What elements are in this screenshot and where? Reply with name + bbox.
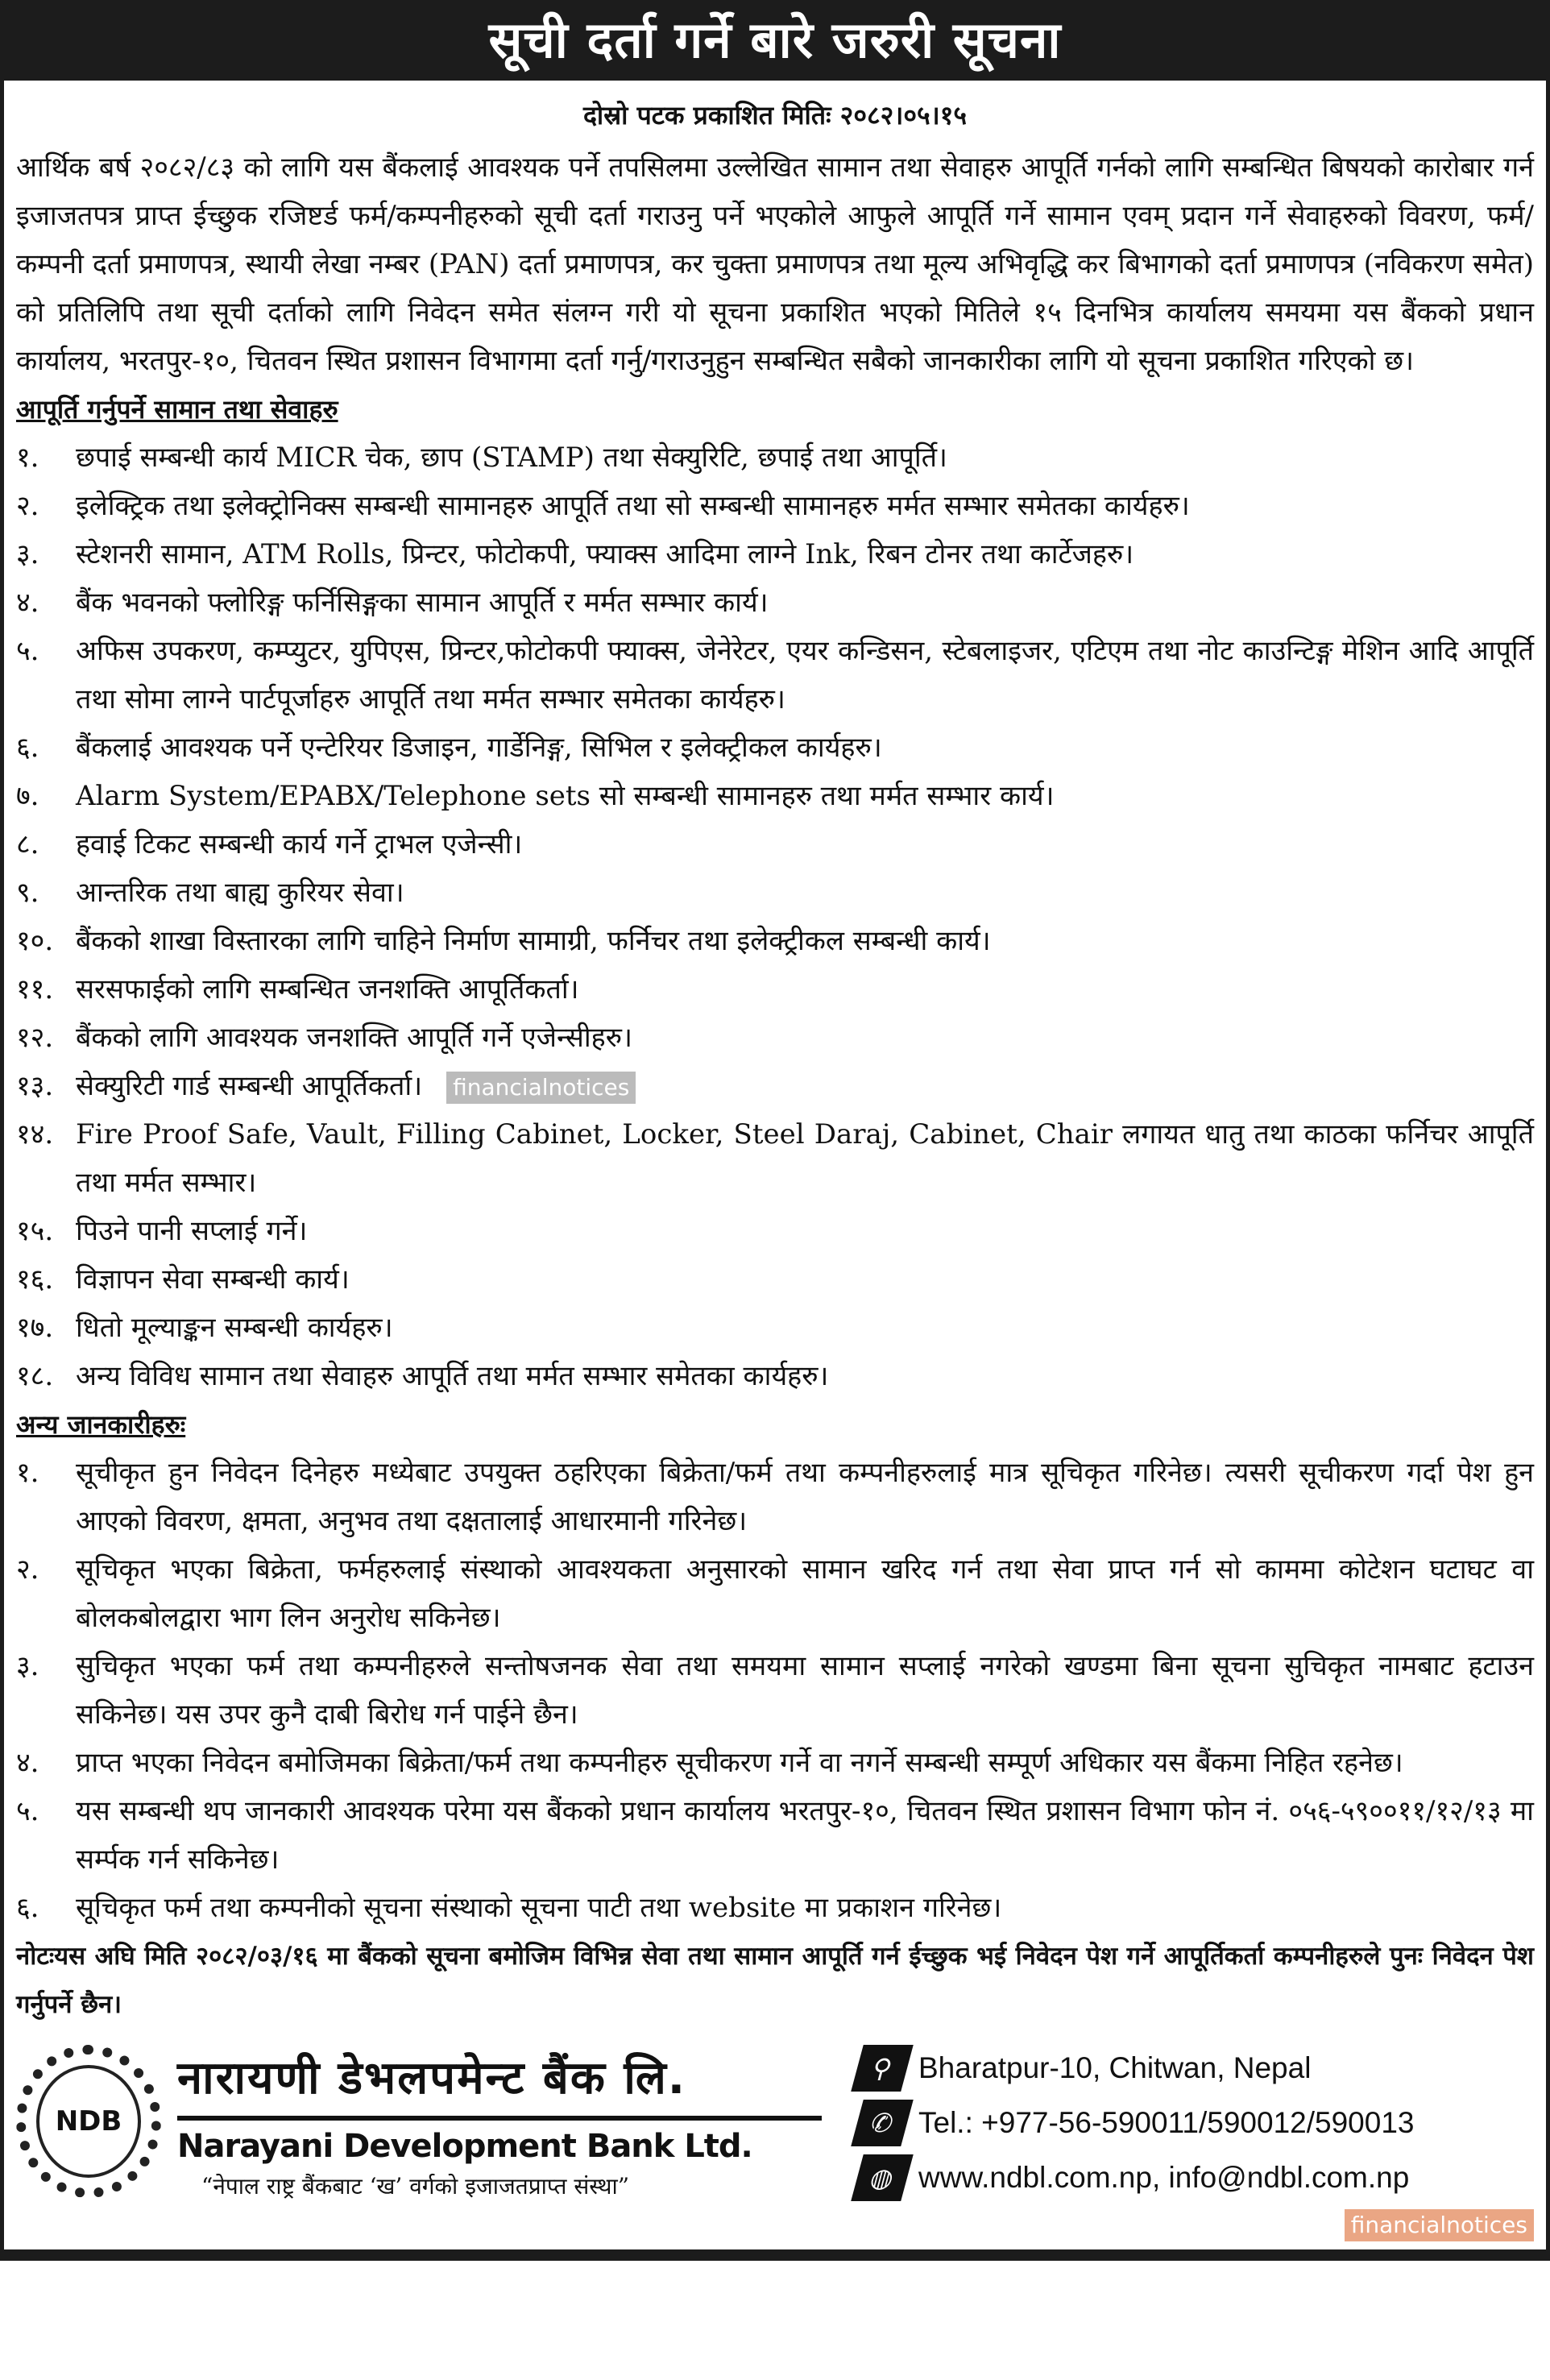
item-number: १४. [16,1118,54,1151]
list-item [16,627,1534,724]
web-text[interactable]: www.ndbl.com.np, info@ndbl.com.np [918,2161,1410,2194]
item-text-content: आन्तरिक तथा बाह्य कुरियर सेवा। [76,877,404,909]
list-item [16,1642,1534,1739]
item-text [76,1449,1534,1545]
item-text [76,578,1534,627]
item-number: १०. [16,925,54,957]
item-text [76,1062,1534,1110]
location-pin-icon: ⚲ [851,2045,914,2092]
item-text-content: इलेक्ट्रिक तथा इलेक्ट्रोनिक्स सम्बन्धी सामानहरु आपूर्ति तथा सो सम्बन्धी सामानहरु मर्मत सम्भार समेतका कार्यहरु। [76,490,1190,522]
list-item [16,1255,1534,1304]
item-number: ३. [16,1650,39,1682]
notice-frame [0,81,1550,2261]
item-number: ११. [16,973,54,1005]
item-text-content: बैंकको शाखा विस्तारका लागि चाहिने निर्माण सामाग्री, फर्निचर तथा इलेक्ट्रीकल सम्बन्धी कार्य। [76,925,991,957]
item-text-content: अफिस उपकरण, कम्प्युटर, युपिएस, प्रिन्टर,फोटोकपी फ्याक्स, जेनेरेटर, एयर कन्डिसन, स्टेबलाइजर, एटिएम तथा नोट काउन्टिङ्ग मेशिन आदि आपूर्ति तथा सोमा लाग्ने पार्टपूर्जाहरु आपूर्ति तथा मर्मत सम्भार समेतका कार्यहरु। [76,635,1534,715]
address [857,2045,1534,2092]
item-number: २. [16,490,39,522]
item-number: १३. [16,1070,54,1102]
list-item [16,1545,1534,1642]
logo-emblem: NDB [36,2065,141,2178]
list-item [16,1449,1534,1545]
address-text: Bharatpur-10, Chitwan, Nepal [918,2051,1312,2084]
item-text-content: हवाई टिकट सम्बन्धी कार्य गर्ने ट्राभल एजेन्सी। [76,828,523,860]
item-text-content: स्टेशनरी सामान, ATM Rolls, प्रिन्टर, फोटोकपी, फ्याक्स आदिमा लाग्ने Ink, रिबन टोनर तथा कार्टेजहरु। [76,538,1134,570]
section-other-heading: अन्य जानकारीहरुः [16,1409,186,1440]
phone-text: Tel.: +977-56-590011/590012/590013 [918,2106,1415,2139]
list-item [16,724,1534,772]
item-number: ६. [16,1892,39,1924]
bank-name-english: Narayani Development Bank Ltd. [177,2128,752,2165]
item-number: ५. [16,1795,39,1827]
item-number: ३. [16,538,39,570]
list-item [16,433,1534,482]
item-text-content: Alarm System/EPABX/Telephone sets सो सम्बन्धी सामानहरु तथा मर्मत सम्भार कार्य। [76,780,1055,812]
list-item [16,1352,1534,1400]
watermark: financialnotices [446,1072,636,1104]
item-text-content: यस सम्बन्धी थप जानकारी आवश्यक परेमा यस बैंकको प्रधान कार्यालय भरतपुर-१०, चितवन स्थित प्रशासन विभाग फोन नं. ०५६-५९००११/१२/१३ मा सर्म्पक गर्न सकिनेछ। [76,1795,1534,1876]
item-text [76,1304,1534,1352]
item-text-content: बैंकको लागि आवश्यक जनशक्ति आपूर्ति गर्ने एजेन्सीहरु। [76,1022,632,1054]
item-text [76,1884,1534,1932]
note: नोटःयस अघि मिति २०८२/०३/१६ मा बैंकको सूचना बमोजिम विभिन्न सेवा तथा सामान आपूर्ति गर्न ईच्छुक भई निवेदन पेश गर्ने आपूर्तिकर्ता कम्पनीहरुले पुनः निवेदन पेश गर्नुपर्ने छैन। [16,1942,1535,2019]
item-text [76,1352,1534,1400]
item-text [76,965,1534,1014]
globe-icon: ◍ [851,2154,914,2201]
item-text [76,917,1534,965]
item-number: १६. [16,1263,54,1296]
item-number: ९. [16,877,39,909]
item-text [76,1207,1534,1255]
list-item [16,1304,1534,1352]
item-text [76,820,1534,869]
tagline: “नेपाल राष्ट्र बैंकबाट ‘ख’ वर्गको इजाजतप्राप्त संस्था” [201,2173,630,2200]
footer [16,2029,1534,2241]
item-text [76,1739,1534,1787]
intro-paragraph: आर्थिक बर्ष २०८२/८३ को लागि यस बैंकलाई आवश्यक पर्ने तपसिलमा उल्लेखित सामान तथा सेवाहरु आपूर्ति गर्नको लागि सम्बन्धित बिषयको कारोबार गर्न इजाजतपत्र प्राप्त ईच्छुक रजिष्टर्ड फर्म/कम्पनीहरुको सूची दर्ता गराउनु पर्ने भएकोले आफुले आपूर्ति गर्ने सामान एवम् प्रदान गर्ने सेवाहरुको विवरण, फर्म/कम्पनी दर्ता प्रमाणपत्र, स्थायी लेखा नम्बर (PAN) दर्ता प्रमाणपत्र, कर चुक्ता प्रमाणपत्र तथा मूल्य अभिवृद्धि कर बिभागको दर्ता प्रमाणपत्र (नविकरण समेत) को प्रतिलिपि तथा सूची दर्ताको लागि निवेदन समेत संलग्न गरी यो सूचना प्रकाशित भएको मितिले १५ दिनभित्र कार्यालय समयमा यस बैंकको प्रधान कार्यालय, भरतपुर-१०, चितवन स्थित प्रशासन विभागमा दर्ता गर्नु/गराउनुहुन सम्बन्धित सबैको जानकारीका लागि यो सूचना प्रकाशित गरिएको छ। [16,151,1534,377]
item-text-content: सेक्युरिटी गार्ड सम्बन्धी आपूर्तिकर्ता। [76,1070,423,1102]
item-text-content: बैंकलाई आवश्यक पर्ने एन्टेरियर डिजाइन, गार्डेनिङ्ग, सिभिल र इलेक्ट्रीकल कार्यहरु। [76,732,882,764]
item-text-content: सूचिकृत फर्म तथा कम्पनीको सूचना संस्थाको सूचना पाटी तथा website मा प्रकाशन गरिनेछ। [76,1892,1002,1924]
list-item [16,1787,1534,1884]
list-item [16,482,1534,530]
item-number: ६. [16,732,39,764]
item-text [76,482,1534,530]
item-text-content: प्राप्त भएका निवेदन बमोजिमका बिक्रेता/फर्म तथा कम्पनीहरु सूचीकरण गर्ने वा नगर्ने सम्बन्धी सम्पूर्ण अधिकार यस बैंकमा निहित रहनेछ। [76,1747,1403,1779]
item-number: १५. [16,1215,54,1247]
web-contact [857,2154,1534,2201]
list-item [16,1110,1534,1207]
list-item [16,530,1534,578]
phone [857,2100,1534,2146]
phone-icon: ✆ [851,2100,914,2146]
item-text [76,1110,1534,1207]
item-text-content: अन्य विविध सामान तथा सेवाहरु आपूर्ति तथा मर्मत सम्भार समेतका कार्यहरु। [76,1360,829,1392]
item-text-content: धितो मूल्याङ्कन सम्बन्धी कार्यहरु। [76,1312,393,1344]
list-item [16,869,1534,917]
item-text-content: सुचिकृत भएका फर्म तथा कम्पनीहरुले सन्तोषजनक सेवा तथा समयमा सामान सप्लाई नगरेको खण्डमा बिना सूचना सुचिकृत नामबाट हटाउन सकिनेछ। यस उपर कुनै दाबी बिरोध गर्न पाईने छैन। [76,1650,1534,1731]
divider [177,2116,822,2121]
item-text [76,1642,1534,1739]
notice-title: सूची दर्ता गर्ने बारे जरुरी सूचना [0,0,1550,81]
item-text [76,1014,1534,1062]
item-number: १२. [16,1022,54,1054]
other-info-list [16,1449,1534,1932]
item-text-content: सूचीकृत हुन निवेदन दिनेहरु मध्येबाट उपयुक्त ठहरिएका बिक्रेता/फर्म तथा कम्पनीहरुलाई मात्र सूचिकृत गरिनेछ। त्यसरी सूचीकरण गर्दा पेश हुन आएको विवरण, क्षमता, अनुभव तथा दक्षतालाई आधारमानी गरिनेछ। [76,1457,1534,1537]
list-item [16,1884,1534,1932]
watermark-footer: financialnotices [1345,2209,1534,2241]
bank-name-nepali: नारायणी डेभलपमेन्ट बैंक लि. [177,2052,687,2104]
section-goods-heading: आपूर्ति गर्नुपर्ने सामान तथा सेवाहरु [16,394,338,425]
item-number: ४. [16,1747,39,1779]
item-number: २. [16,1553,39,1586]
notice-body [16,87,1534,2029]
bank-logo [16,2045,161,2198]
item-text [76,1545,1534,1642]
item-text-content: सूचिकृत भएका बिक्रेता, फर्महरुलाई संस्थाको आवश्यकता अनुसारको सामान खरिद गर्न तथा सेवा प्राप्त गर्न सो काममा कोटेशन घटाघट वा बोलकबोलद्वारा भाग लिन अनुरोध सकिनेछ। [76,1553,1534,1634]
item-text [76,1255,1534,1304]
publish-date: दोस्रो पटक प्रकाशित मितिः २०८२।०५।१५ [582,100,968,131]
list-item [16,820,1534,869]
item-number: ५. [16,635,39,667]
item-number: ७. [16,780,39,812]
item-text-content: सरसफाईको लागि सम्बन्धित जनशक्ति आपूर्तिकर्ता। [76,973,579,1005]
list-item [16,1014,1534,1062]
goods-list [16,433,1534,1400]
item-text [76,869,1534,917]
list-item [16,917,1534,965]
bank-names [177,2045,822,2204]
item-number: १. [16,442,39,474]
item-text [76,724,1534,772]
item-text-content: छपाई सम्बन्धी कार्य MICR चेक, छाप (STAMP) तथा सेक्युरिटि, छपाई तथा आपूर्ति। [76,442,947,474]
item-number: १७. [16,1312,54,1344]
item-number: ४. [16,587,39,619]
item-text-content: Fire Proof Safe, Vault, Filling Cabinet, Locker, Steel Daraj, Cabinet, Chair लगायत धातु तथा काठका फर्निचर आपूर्ति तथा मर्मत सम्भार। [76,1118,1534,1199]
list-item [16,578,1534,627]
item-number: ८. [16,828,39,860]
list-item [16,1062,1534,1110]
item-text [76,433,1534,482]
contact-block [857,2045,1534,2241]
list-item [16,772,1534,820]
list-item [16,1739,1534,1787]
item-text [76,772,1534,820]
list-item [16,1207,1534,1255]
item-number: १८. [16,1360,54,1392]
item-text-content: विज्ञापन सेवा सम्बन्धी कार्य। [76,1263,350,1296]
item-number: १. [16,1457,39,1489]
item-text [76,627,1534,724]
item-text [76,530,1534,578]
item-text-content: बैंक भवनको फ्लोरिङ्ग फर्निसिङ्गका सामान आपूर्ति र मर्मत सम्भार कार्य। [76,587,769,619]
item-text-content: पिउने पानी सप्लाई गर्ने। [76,1215,308,1247]
list-item [16,965,1534,1014]
item-text [76,1787,1534,1884]
bank-branding [16,2045,854,2204]
